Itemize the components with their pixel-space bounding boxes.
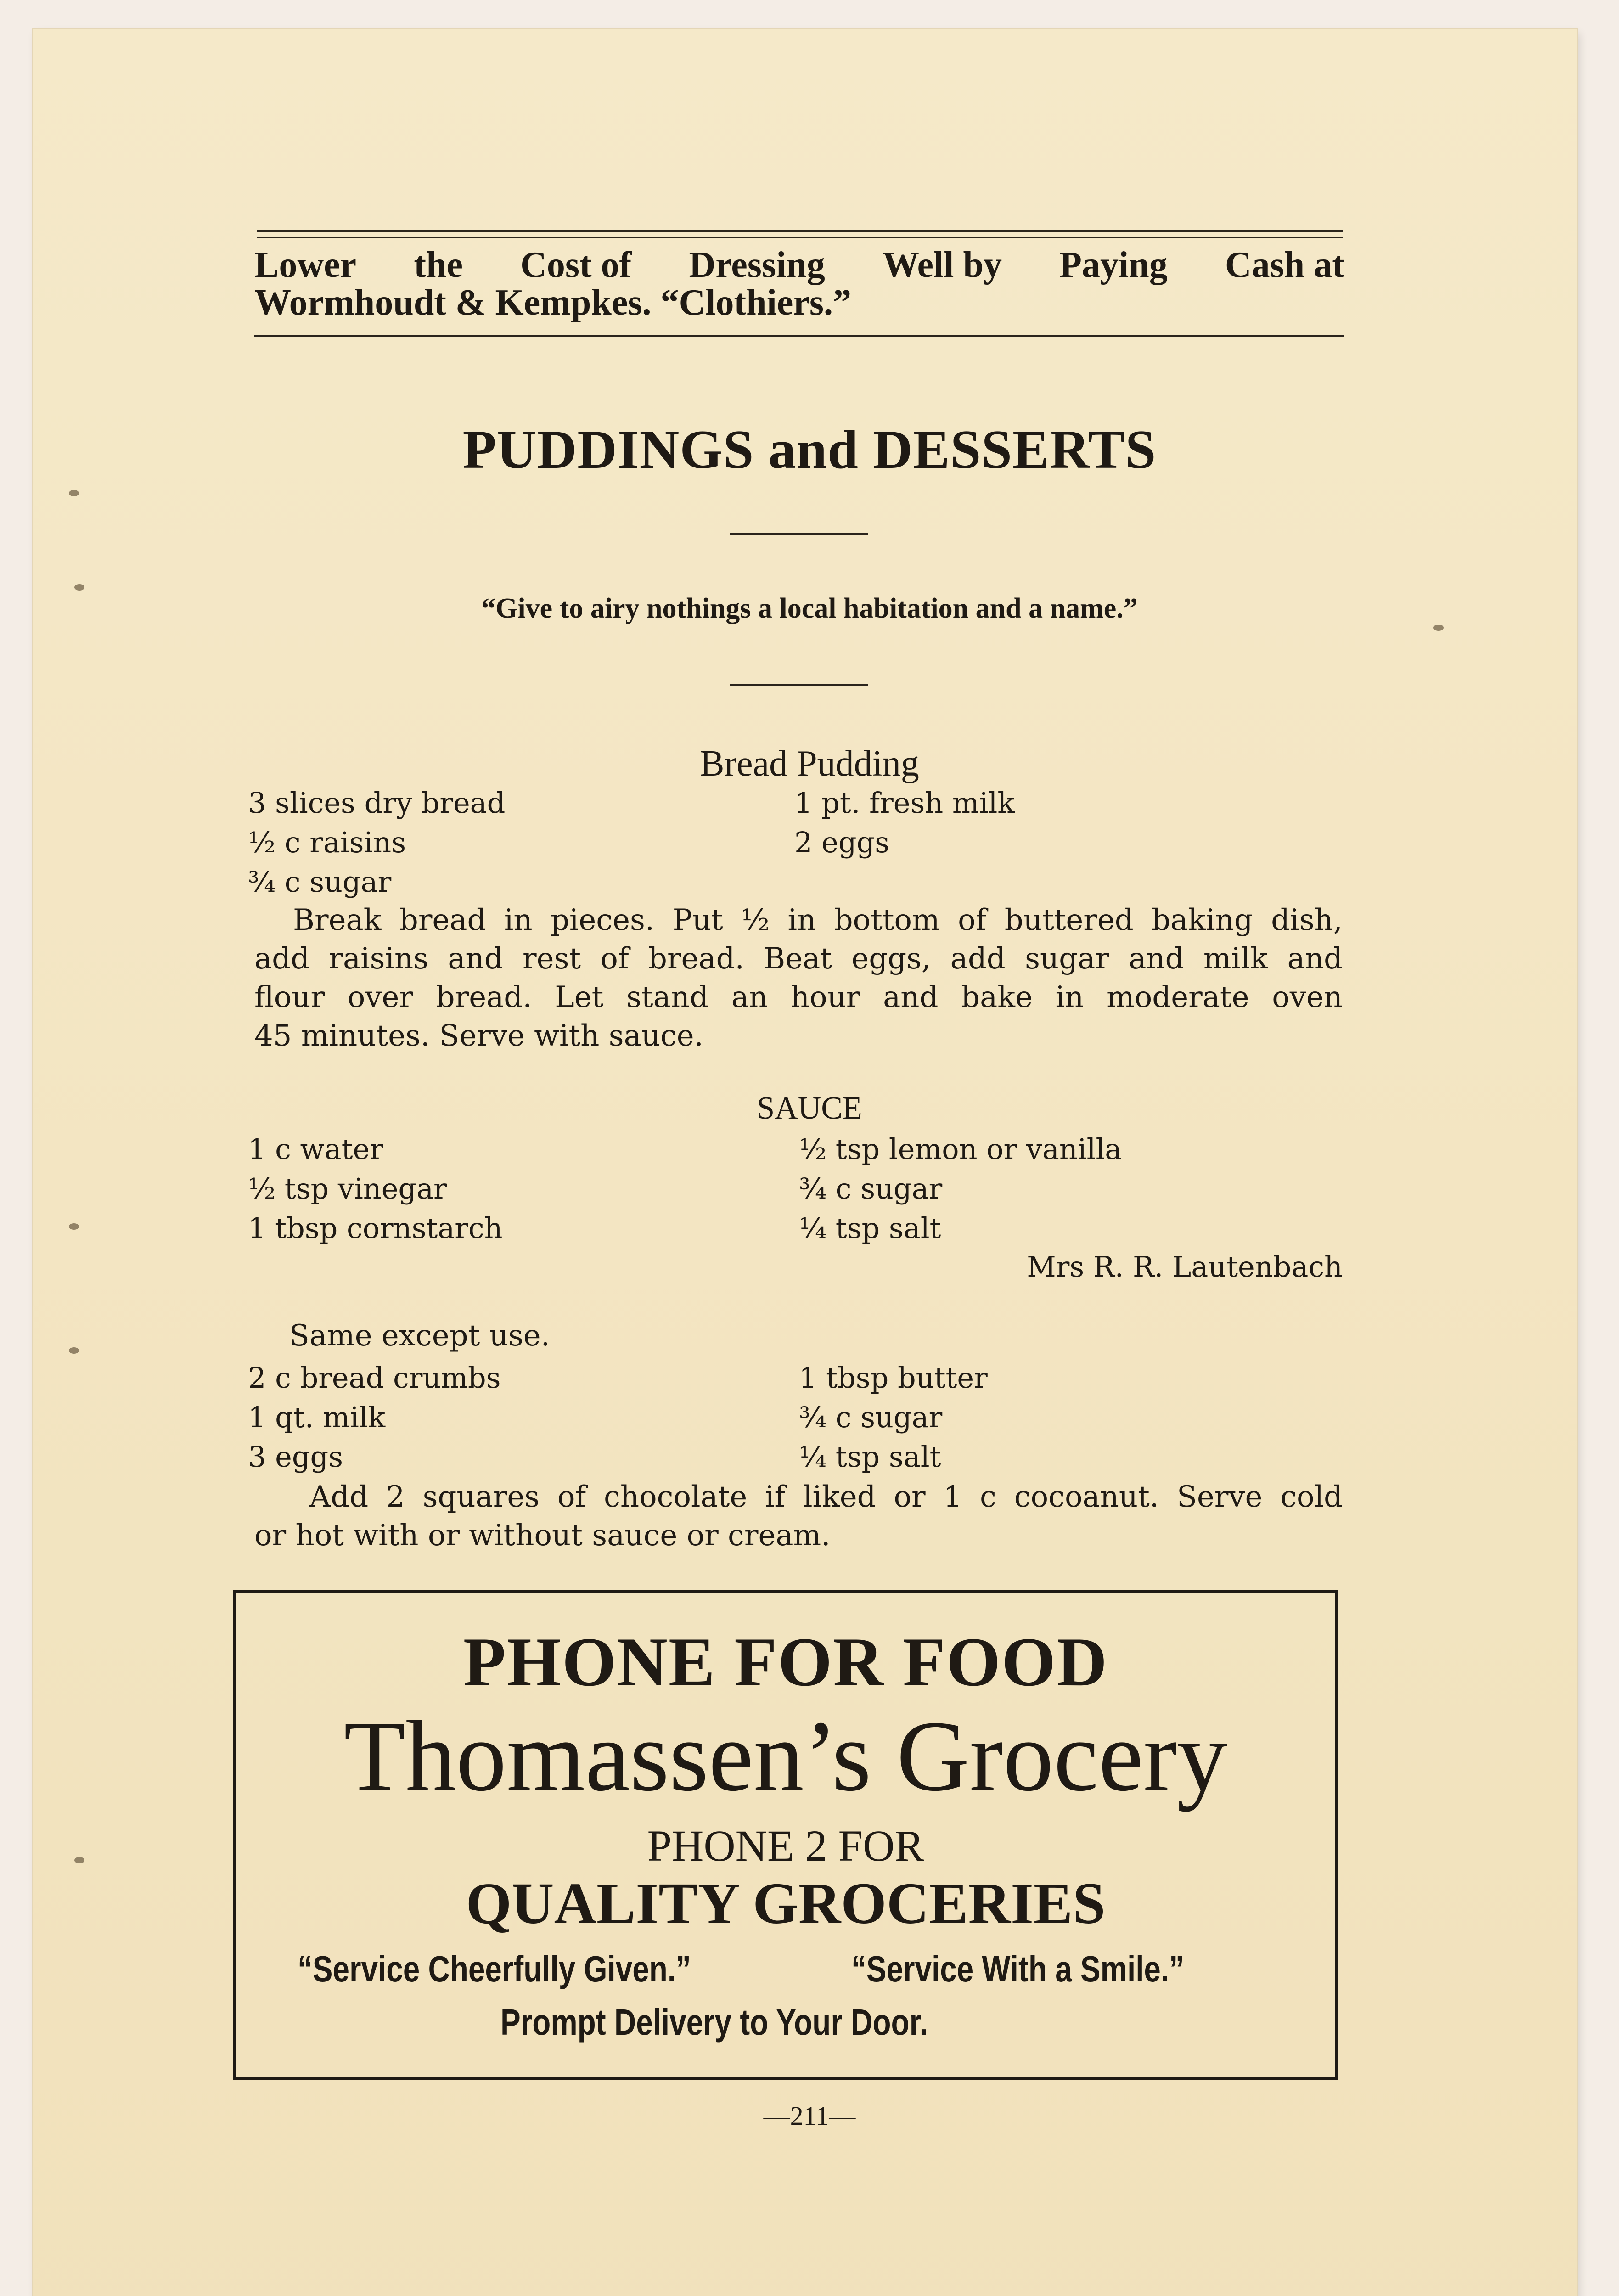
- ingredient: 2 c bread crumbs: [248, 1361, 501, 1395]
- margin-speck: [69, 490, 79, 496]
- header-ad-line-1: [254, 244, 1344, 286]
- ingredient: ½ c raisins: [248, 826, 406, 859]
- ingredient: ½ tsp vinegar: [248, 1172, 447, 1205]
- sauce-attribution: Mrs R. R. Lautenbach: [1027, 1250, 1343, 1283]
- sauce-ingredients-left: [248, 1130, 503, 1248]
- variation-ingredients-left: [248, 1358, 501, 1477]
- header-word: Cash at: [1225, 245, 1344, 285]
- ingredient: 1 c water: [248, 1132, 383, 1166]
- ad-phone-line: PHONE 2 FOR: [647, 1821, 924, 1870]
- margin-speck: [74, 584, 84, 591]
- ingredient: ¾ c sugar: [799, 1172, 943, 1205]
- instruction-line: flour over bread. Let stand an hour and bake in moderate oven: [254, 980, 1343, 1014]
- header-bottom-rule: [254, 335, 1344, 337]
- instruction-line: 45 minutes. Serve with sauce.: [254, 1019, 703, 1053]
- instruction-line: add raisins and rest of bread. Beat eggs, add sugar and milk and: [254, 942, 1343, 976]
- section-title: PUDDINGS and DESSERTS: [462, 419, 1157, 480]
- header-word: Well by: [882, 245, 1002, 285]
- ingredient: 1 qt. milk: [248, 1401, 386, 1434]
- ad-delivery-line: Prompt Delivery to Your Door.: [500, 2002, 928, 2043]
- ingredient: 1 tbsp cornstarch: [248, 1211, 503, 1245]
- header-word: the: [414, 245, 463, 285]
- margin-speck: [69, 1223, 79, 1230]
- margin-speck: [1433, 625, 1444, 631]
- recipe-title-sauce: SAUCE: [757, 1091, 862, 1126]
- margin-speck: [74, 1857, 84, 1863]
- title-divider: [730, 533, 868, 535]
- bread-pudding-instructions: [254, 901, 1343, 1055]
- ingredient: ¼ tsp salt: [799, 1211, 941, 1245]
- instruction-line: Add 2 squares of chocolate if liked or 1 c cocoanut. Serve cold: [309, 1480, 1343, 1514]
- variation-intro: Same except use.: [289, 1319, 550, 1353]
- ingredient: 2 eggs: [794, 826, 890, 859]
- header-ad-line-2: Wormhoudt & Kempkes. “Clothiers.”: [254, 282, 851, 323]
- header-word: Dressing: [689, 245, 825, 285]
- header-word: Lower: [254, 245, 357, 285]
- ingredient: 3 slices dry bread: [248, 786, 506, 820]
- variation-ingredients-right: [799, 1358, 988, 1477]
- ingredient: 3 eggs: [248, 1440, 343, 1474]
- ingredient: 1 pt. fresh milk: [794, 786, 1015, 820]
- header-word: Paying: [1059, 245, 1168, 285]
- recipe-title-bread-pudding: Bread Pudding: [700, 743, 919, 784]
- instruction-line: Break bread in pieces. Put ½ in bottom of buttered baking dish,: [293, 903, 1343, 937]
- quote-divider: [730, 684, 868, 686]
- bread-pudding-ingredients-left: [248, 783, 505, 902]
- ad-slogan-left: “Service Cheerfully Given.”: [298, 1948, 691, 1989]
- ingredient: ¼ tsp salt: [799, 1440, 941, 1474]
- section-quote: “Give to airy nothings a local habitation and a name.”: [481, 593, 1138, 624]
- variation-instructions: [254, 1478, 1343, 1555]
- ingredient: ¾ c sugar: [799, 1401, 943, 1434]
- ad-slogan-right: “Service With a Smile.”: [851, 1948, 1184, 1989]
- ad-store-name: Thomassen’s Grocery: [343, 1700, 1228, 1812]
- header-top-rule-thin: [257, 237, 1343, 238]
- bread-pudding-ingredients-right: [794, 783, 1015, 862]
- ingredient: 1 tbsp butter: [799, 1361, 988, 1395]
- ingredient: ½ tsp lemon or vanilla: [799, 1132, 1122, 1166]
- header-word: Cost of: [520, 245, 632, 285]
- margin-speck: [69, 1347, 79, 1354]
- instruction-line: or hot with or without sauce or cream.: [254, 1519, 831, 1553]
- page-number: —211—: [763, 2101, 856, 2131]
- ad-quality-line: QUALITY GROCERIES: [466, 1871, 1106, 1936]
- header-top-rule: [257, 230, 1343, 232]
- ingredient: ¾ c sugar: [248, 865, 392, 899]
- sauce-ingredients-right: [799, 1130, 1122, 1248]
- grocery-advertisement: [233, 1590, 1338, 2080]
- ad-headline: PHONE FOR FOOD: [463, 1623, 1108, 1700]
